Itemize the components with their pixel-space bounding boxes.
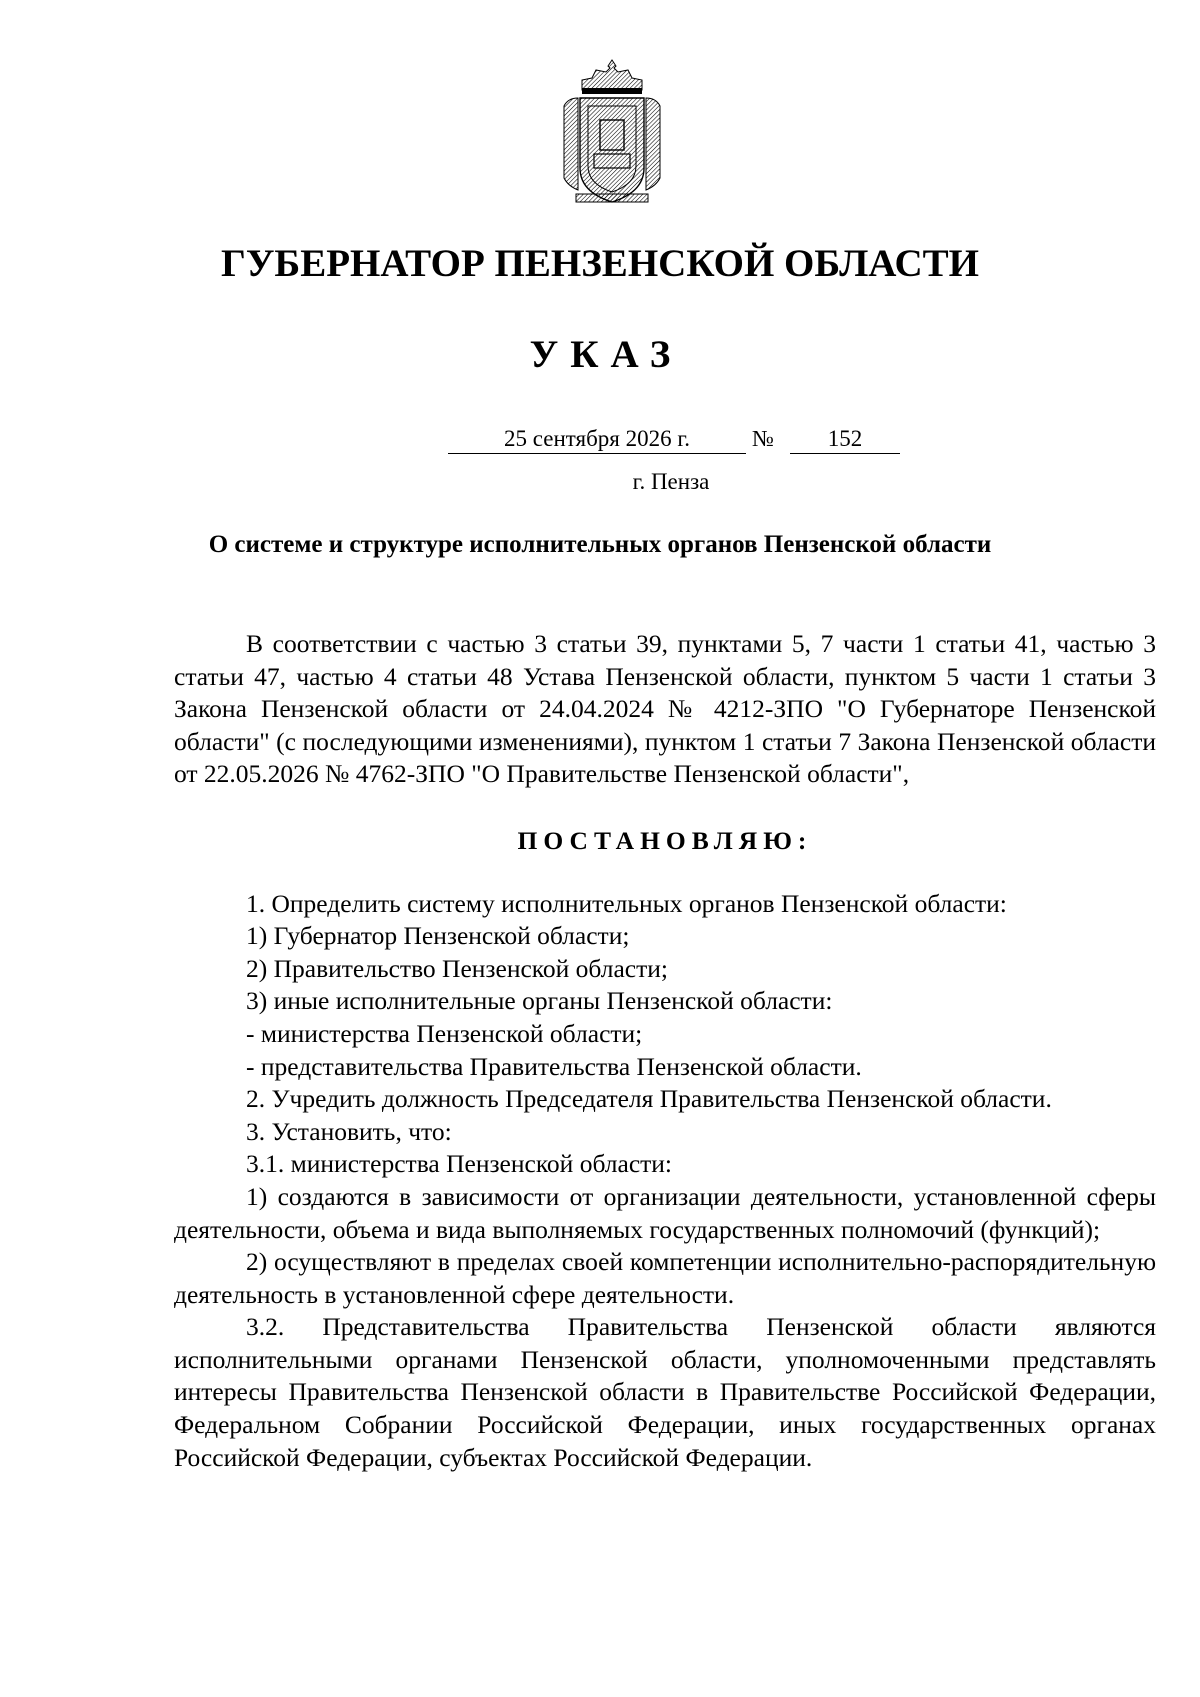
body-paragraph: 3) иные исполнительные органы Пензенской области:	[246, 986, 833, 1016]
document-date: 25 сентября 2026 г.	[448, 425, 746, 454]
body-paragraph: 3.2. Представительства Правительства Пензенской области являются исполнительными органами Пензенской области, уполномоченными представлять интересы Правительства Пензенской области в Правительстве Российской Федерации, Федеральном Собрании Российской Федерации, иных государственных органах Российской Федерации, субъектах Российской Федерации.	[174, 1312, 1156, 1472]
coat-of-arms-emblem-icon	[558, 58, 666, 206]
body-paragraph: 1) создаются в зависимости от организации деятельности, установленной сферы деятельности, объема и вида выполняемых государственных полномочий (функций);	[174, 1181, 1156, 1244]
city-of-issue: г. Пенза	[632, 469, 710, 494]
document-body	[174, 628, 1156, 1474]
body-paragraph: 3. Установить, что:	[246, 1116, 452, 1146]
document-number: 152	[790, 425, 900, 454]
preamble-paragraph: В соответствии с частью 3 статьи 39, пунктами 5, 7 части 1 статьи 41, частью 3 статьи 47, частью 4 статьи 48 Устава Пензенской области, пунктом 5 части 1 статьи 3 Закона Пензенской области от 24.04.2024 № 4212-ЗПО "О Губернаторе Пензенской области" (с последующими изменениями), пунктом 1 статьи 7 Закона Пензенской области от 22.05.2026 № 4762-ЗПО "О Правительстве Пензенской области",	[174, 629, 1156, 789]
document-subject: О системе и структуре исполнительных органов Пензенской области	[208, 531, 992, 558]
body-paragraph: 2) осуществляют в пределах своей компетенции исполнительно-распорядительную деятельность в установленной сфере деятельности.	[174, 1247, 1156, 1309]
body-paragraph: 1. Определить систему исполнительных органов Пензенской области:	[246, 888, 1007, 918]
decree-word: ПОСТАНОВЛЯЮ:	[517, 825, 813, 855]
body-paragraph: 3.1. министерства Пензенской области:	[246, 1149, 673, 1179]
body-paragraph: - представительства Правительства Пензенской области.	[246, 1051, 862, 1081]
body-paragraph: 2) Правительство Пензенской области;	[246, 953, 668, 983]
document-type-title: УКАЗ	[529, 333, 683, 376]
body-paragraph: 2. Учредить должность Председателя Правительства Пензенской области.	[246, 1084, 1052, 1114]
body-paragraph: - министерства Пензенской области;	[246, 1018, 643, 1048]
number-sign: №	[752, 426, 774, 451]
issuing-authority-title: ГУБЕРНАТОР ПЕНЗЕНСКОЙ ОБЛАСТИ	[221, 242, 979, 285]
body-paragraph: 1) Губернатор Пензенской области;	[246, 921, 630, 951]
